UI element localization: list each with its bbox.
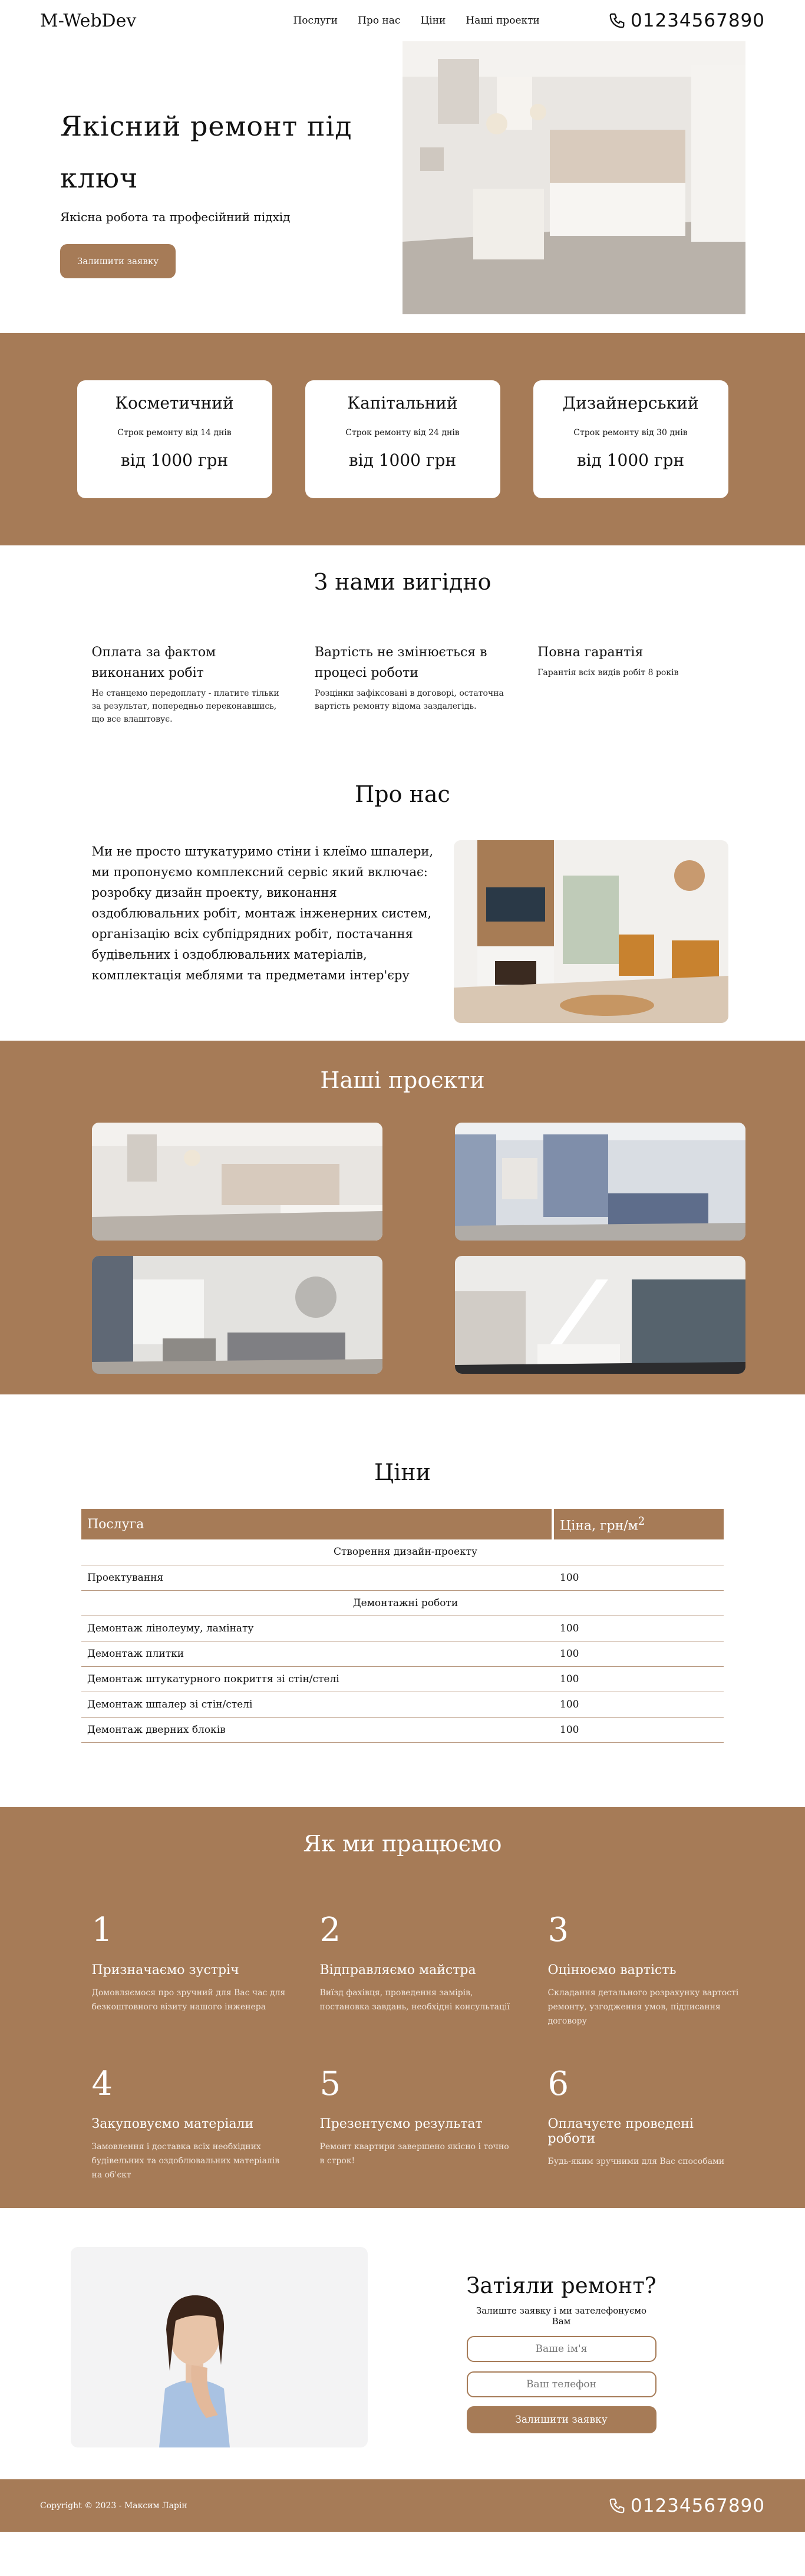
type-price: від 1000 грн (348, 450, 457, 470)
step-number: 1 (91, 1911, 113, 1949)
project-image-staircase[interactable] (455, 1256, 745, 1374)
step-item (320, 1910, 515, 2028)
group-name: Демонтажні роботи (81, 1590, 724, 1616)
type-term: Строк ремонту від 24 днів (345, 428, 460, 437)
price-table-header (81, 1509, 724, 1539)
step-title: Оплачуєте проведені роботи (547, 2117, 694, 2146)
logo[interactable]: M-WebDev (40, 10, 137, 31)
nav-link-services[interactable]: Послуги (293, 15, 338, 27)
step-item (548, 1910, 743, 2028)
step-number: 3 (547, 1911, 569, 1949)
step-title: Закуповуємо матеріали (91, 2117, 254, 2131)
copyright: Copyright © 2023 - Максим Ларін (40, 2501, 187, 2511)
step-title: Оцінюємо вартість (547, 1963, 677, 1978)
benefit-title: Оплата за фактом виконаних робіт (91, 645, 216, 680)
about-living-room-image (454, 840, 728, 1023)
step-item (548, 2064, 743, 2182)
step-text: Домовляємося про зручний для Вас час для безкоштовного візиту нашого інженера (91, 1988, 286, 2012)
benefit-item (92, 642, 282, 726)
benefit-title: Повна гарантія (537, 645, 644, 660)
hero-subtitle: Якісна робота та професійний підхід (60, 210, 291, 224)
projects-section (0, 1041, 805, 1394)
project-image-living-room[interactable] (92, 1256, 382, 1374)
type-card-capital[interactable] (305, 380, 500, 498)
service-price: 100 (553, 1666, 724, 1692)
service-name: Демонтаж шпалер зі стін/стелі (81, 1692, 553, 1717)
form-subtitle: Залиште заявку і ми зателефонуємо Вам (476, 2305, 647, 2327)
form-title: Затіяли ремонт? (466, 2273, 656, 2298)
step-text: Складання детального розрахунку вартості ремонту, узгодження умов, підписання договору (547, 1988, 739, 2026)
service-price: 100 (553, 1565, 724, 1590)
nav-link-about[interactable]: Про нас (358, 15, 401, 27)
step-title: Призначаємо зустріч (91, 1963, 239, 1978)
nav-link-prices[interactable]: Ціни (420, 15, 446, 27)
step-title: Презентуємо результат (319, 2117, 483, 2131)
step-text: Будь-яким зручними для Вас способами (547, 2157, 725, 2166)
type-price: від 1000 грн (120, 450, 229, 470)
hero-request-button[interactable]: Залишити заявку (60, 244, 176, 278)
table-row (81, 1616, 724, 1641)
step-number: 6 (547, 2065, 569, 2103)
step-number: 2 (319, 1911, 341, 1949)
about-text: Ми не просто штукатуримо стіни і клеїмо шпалери, ми пропонуємо комплексний сервіс який включає: розробку дизайн проекту, виконання оздоблювальних робіт, монтаж інженерних систем, організацію всіх субпідрядних робіт, постачання будівельних і оздоблювальних матеріалів, комплектація меблями та предметами інтер'єру (91, 844, 434, 982)
type-title: Капітальний (347, 393, 458, 413)
request-form (466, 2273, 657, 2433)
about-title: Про нас (355, 781, 450, 807)
benefits-title: З нами вигідно (314, 569, 491, 595)
service-name: Демонтаж штукатурного покриття зі стін/стелі (81, 1666, 553, 1692)
nav-link-projects[interactable]: Наші проекти (466, 15, 540, 27)
step-item (320, 2064, 515, 2182)
step-text: Замовлення і доставка всіх необхідних будівельних та оздоблювальних матеріалів на об'єкт (91, 2142, 280, 2180)
how-we-work-section (0, 1807, 805, 2208)
type-card-cosmetic[interactable] (77, 380, 272, 498)
name-input[interactable] (467, 2336, 656, 2362)
table-row (81, 1692, 724, 1717)
phone-input[interactable] (467, 2371, 656, 2397)
header-price-unit-sup: 2 (638, 1515, 645, 1528)
service-name: Демонтаж лінолеуму, ламінату (81, 1616, 553, 1641)
header-phone-number: 01234567890 (631, 10, 765, 31)
hero-kitchen-image (402, 41, 745, 314)
benefit-text: Гарантія всіх видів робіт 8 років (537, 668, 679, 677)
table-group-row (81, 1539, 724, 1565)
step-text: Ремонт квартири завершено якісно і точно в строк! (319, 2142, 509, 2166)
type-title: Дизайнерський (562, 393, 699, 413)
service-price: 100 (553, 1616, 724, 1641)
type-price: від 1000 грн (576, 450, 685, 470)
type-card-designer[interactable] (533, 380, 728, 498)
table-row (81, 1717, 724, 1742)
prices-title: Ціни (374, 1459, 431, 1485)
table-row (81, 1641, 724, 1666)
hero-title: Якісний ремонт під ключ (60, 110, 352, 194)
prices-section (0, 1394, 805, 1807)
service-name: Проектування (81, 1565, 553, 1590)
phone-icon (608, 12, 626, 29)
benefit-title: Вартість не змінюється в процесі роботи (314, 645, 487, 680)
step-number: 4 (91, 2065, 113, 2103)
projects-gallery (77, 1123, 728, 1374)
header-price (553, 1509, 724, 1539)
price-table (81, 1509, 724, 1743)
step-text: Виїзд фахівця, проведення замірів, постановка завдань, необхідні консультації (319, 1988, 510, 2012)
footer-phone[interactable] (608, 2495, 765, 2516)
benefit-item (315, 642, 505, 726)
service-price: 100 (553, 1641, 724, 1666)
about-section (0, 758, 805, 1041)
table-row (81, 1565, 724, 1590)
submit-request-button[interactable]: Залишити заявку (467, 2406, 656, 2433)
main-nav (293, 15, 539, 27)
step-title: Відправляємо майстра (319, 1963, 476, 1978)
site-header (0, 0, 805, 41)
hero-section (0, 41, 805, 333)
step-number: 5 (319, 2065, 341, 2103)
phone-icon (608, 2497, 626, 2515)
repair-types-section (0, 333, 805, 545)
header-service: Послуга (81, 1509, 553, 1539)
service-price: 100 (553, 1717, 724, 1742)
projects-title: Наші проєкти (320, 1067, 485, 1093)
group-name: Створення дизайн-проекту (81, 1539, 724, 1565)
table-row (81, 1666, 724, 1692)
benefits-list (77, 642, 728, 726)
type-title: Косметичний (115, 393, 234, 413)
benefit-text: Розцінки зафіксовані в договорі, остаточна вартість ремонту відома заздалегідь. (314, 689, 504, 711)
step-item (92, 2064, 287, 2182)
table-group-row (81, 1590, 724, 1616)
contact-section (0, 2208, 805, 2479)
benefit-text: Не станцемо передоплату - платите тільки за результат, попередньо переконавшись, що все влаштовує. (91, 689, 279, 724)
header-price-label: Ціна, грн/м (560, 1518, 638, 1534)
service-name: Демонтаж дверних блоків (81, 1717, 553, 1742)
contact-woman-image (71, 2247, 368, 2447)
benefit-item (537, 642, 728, 726)
type-term: Строк ремонту від 30 днів (573, 428, 688, 437)
about-body (77, 840, 728, 1023)
type-term: Строк ремонту від 14 днів (117, 428, 232, 437)
benefits-section (0, 545, 805, 758)
project-image-kitchen[interactable] (92, 1123, 382, 1241)
how-title: Як ми працюємо (303, 1831, 502, 1857)
step-item (92, 1910, 287, 2028)
project-image-bedroom[interactable] (455, 1123, 745, 1241)
service-price: 100 (553, 1692, 724, 1717)
header-phone[interactable] (608, 10, 765, 31)
hero-text (60, 100, 367, 278)
steps-grid (77, 1910, 739, 2182)
service-name: Демонтаж плитки (81, 1641, 553, 1666)
site-footer (0, 2479, 805, 2532)
footer-phone-number: 01234567890 (631, 2495, 765, 2516)
